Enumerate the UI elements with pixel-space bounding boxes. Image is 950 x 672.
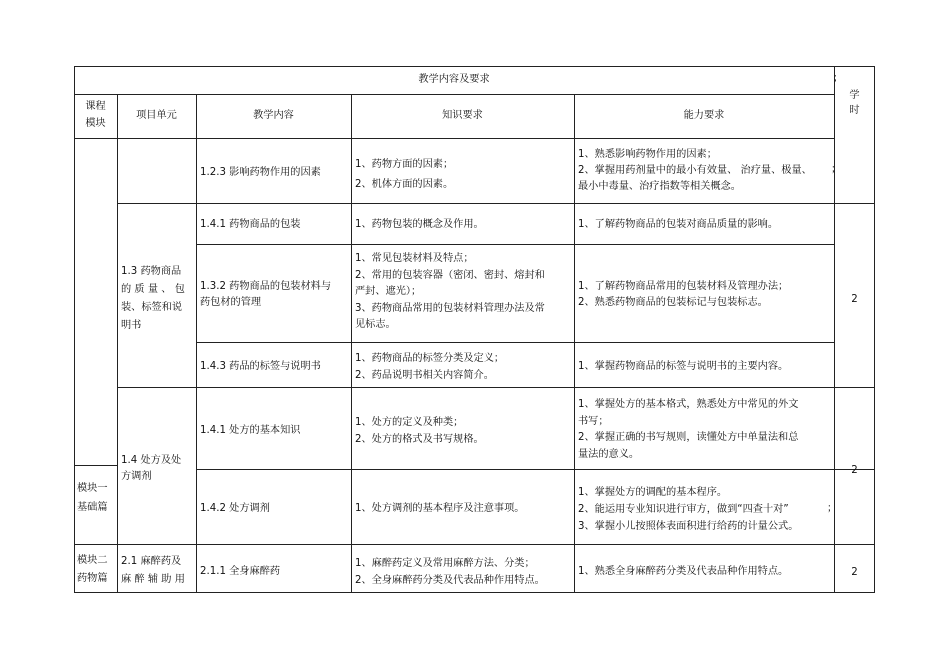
content-cell: 1.4.2 处方调剂 xyxy=(200,503,270,514)
unit-header: 项目单元 xyxy=(136,110,177,121)
content-cell: 1.4.3 药品的标签与说明书 xyxy=(200,361,321,372)
unit-divider xyxy=(117,203,196,204)
content-cell: 1.3.2 药物商品的包装材料与 药包材的管理 xyxy=(200,281,332,308)
header-bottom xyxy=(74,138,834,139)
table-border-left xyxy=(74,66,75,593)
row-divider xyxy=(74,544,875,545)
content-cell: 1.2.3 影响药物作用的因素 xyxy=(200,167,321,178)
module-header-line2: 模块 xyxy=(85,118,106,129)
content-cell: 2.1.1 全身麻醉药 xyxy=(200,566,281,577)
knowledge-cell: 1、处方的定义及种类； 2、处方的格式及书写规格。 xyxy=(355,417,484,445)
ability-cell: 1、熟悉影响药物作用的因素； 2、掌握用药剂量中的最小有效量、 治疗量、极量、 最小中毒量、治疗指数等相关概念。 xyxy=(578,149,812,192)
module-divider xyxy=(74,465,117,466)
module-one-label: 基础篇 xyxy=(77,502,108,513)
ability-cell: 1、熟悉全身麻醉药分类及代表品种作用特点。 xyxy=(578,566,789,577)
hours-divider xyxy=(834,203,875,204)
ability-cell: 1、掌握处方的基本格式，熟悉处方中常见的外文 书写； 2、掌握正确的书写规则，读懂处方中单量法和总 量法的意义。 xyxy=(578,399,799,460)
table-border-top xyxy=(74,66,875,67)
hours-value: 2 xyxy=(851,465,858,476)
ability-header: 能力要求 xyxy=(683,110,725,121)
row-divider xyxy=(196,469,875,470)
content-cell: 1.4.1 处方的基本知识 xyxy=(200,425,301,436)
semicolon-mark: ； xyxy=(831,164,842,175)
unit-divider xyxy=(117,387,875,388)
hours-value: 2 xyxy=(851,567,858,578)
module-header-line1: 课程 xyxy=(85,101,106,112)
col-divider-unit xyxy=(196,94,197,593)
ability-cell: 1、了解药物商品的包装对商品质量的影响。 xyxy=(578,219,779,230)
hours-header-line2: 时 xyxy=(849,105,860,116)
content-header: 教学内容 xyxy=(253,110,294,121)
module-two-label: 药物篇 xyxy=(77,573,108,584)
ability-cell: 1、了解药物商品常用的包装材料及管理办法； 2、熟悉药物商品的包装标记与包装标志。 xyxy=(578,281,789,308)
unit-2-1: 2.1 麻醉药及 麻 醉 辅 助 用 xyxy=(121,556,185,585)
table-border-bottom xyxy=(74,592,875,593)
col-divider-content xyxy=(351,94,352,593)
knowledge-cell: 1、常见包装材料及特点； 2、常用的包装容器（密闭、密封、熔封和 严封、遮光）； 3、药物商品常用的包装材料管理办法及常 见标志。 xyxy=(355,253,545,330)
table-title: 教学内容及要求 xyxy=(418,74,490,85)
col-divider-module xyxy=(117,94,118,593)
unit-1-4: 1.4 处方及处 方调剂 xyxy=(121,455,182,482)
knowledge-cell: 1、麻醉药定义及常用麻醉方法、分类； 2、全身麻醉药分类及代表品种作用特点。 xyxy=(355,558,545,586)
module-two-label: 模块二 xyxy=(77,555,108,566)
unit-1-3: 1.3 药物商品 的 质 量 、 包 装、标签和说 明书 xyxy=(121,266,185,331)
row-divider xyxy=(196,342,834,343)
table-border-right xyxy=(874,66,875,593)
ability-cell: 1、掌握处方的调配的基本程序。 2、能运用专业知识进行审方，做到“四查十对” 3、掌握小儿按照体表面积进行给药的计量公式。 xyxy=(578,487,799,532)
col-divider-knowledge xyxy=(574,94,575,593)
module-one-label: 模块一 xyxy=(77,483,108,494)
knowledge-cell: 1、药物包装的概念及作用。 xyxy=(355,219,484,230)
content-cell: 1.4.1 药物商品的包装 xyxy=(200,219,301,230)
semicolon-mark: ； xyxy=(827,503,838,514)
row-divider xyxy=(196,203,875,204)
semicolon-mark: ； xyxy=(833,73,844,84)
knowledge-cell: 1、处方调剂的基本程序及注意事项。 xyxy=(355,503,525,514)
knowledge-cell: 1、药物方面的因素； 2、机体方面的因素。 xyxy=(355,159,454,190)
hours-header-line1: 学 xyxy=(849,90,860,101)
knowledge-cell: 1、药物商品的标签分类及定义； 2、药品说明书相关内容简介。 xyxy=(355,353,505,381)
knowledge-header: 知识要求 xyxy=(442,110,483,121)
ability-cell: 1、掌握药物商品的标签与说明书的主要内容。 xyxy=(578,361,789,372)
hours-value: 2 xyxy=(851,294,858,305)
header-divider xyxy=(74,94,834,95)
row-divider xyxy=(196,244,834,245)
